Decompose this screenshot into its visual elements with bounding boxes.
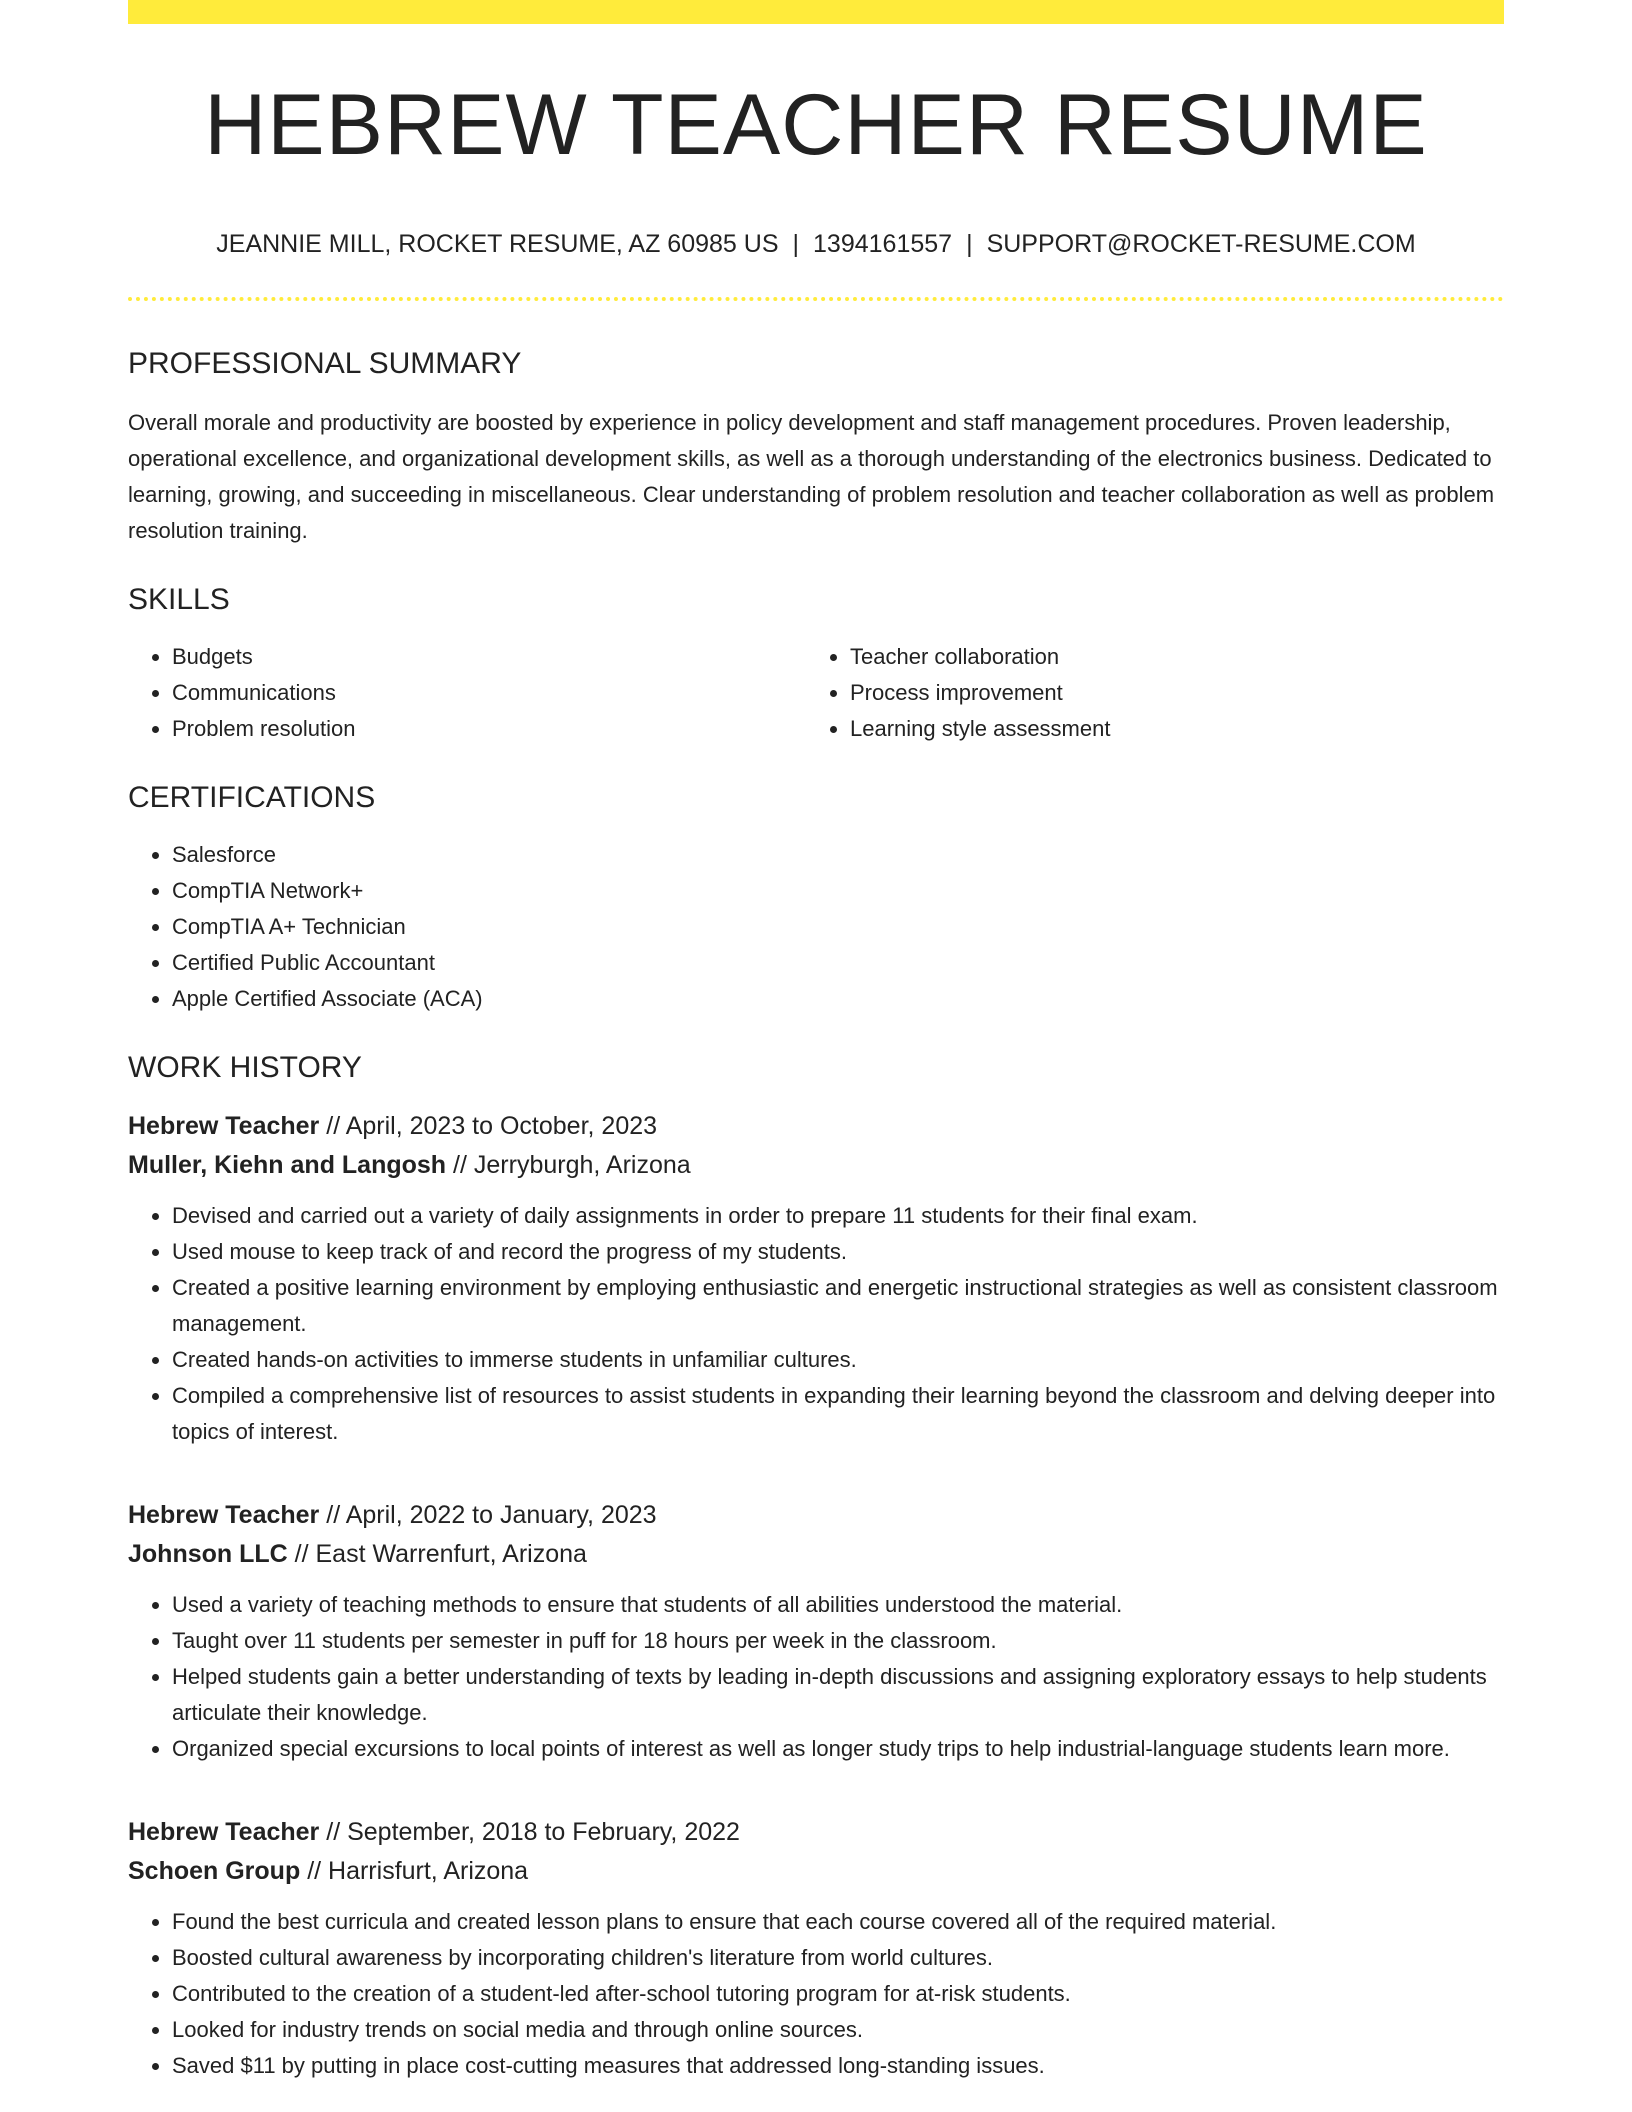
job-company: Johnson LLC (128, 1540, 288, 1568)
skills-heading: SKILLS (128, 583, 230, 616)
contact-separator: | (792, 230, 800, 258)
job-dates: // April, 2022 to January, 2023 (326, 1501, 657, 1529)
job-dates: // September, 2018 to February, 2022 (326, 1818, 740, 1846)
contact-line (128, 232, 1504, 257)
accent-top-bar (128, 0, 1504, 24)
job-title: Hebrew Teacher (128, 1818, 320, 1846)
job-bullets (128, 1198, 1504, 1450)
skills-column-right (806, 639, 1484, 747)
list-item: • Contributed to the creation of a student-led after-school tutoring program for at-risk students. (172, 1976, 1504, 2012)
job-entry (128, 1107, 1504, 1450)
dotted-divider (128, 297, 1504, 301)
work-history-list (128, 1107, 1504, 2084)
certifications-list (128, 837, 1504, 1017)
resume-title: HEBREW TEACHER RESUME (204, 77, 1428, 173)
list-item: • Certified Public Accountant (172, 945, 1504, 981)
job-company-line (128, 1535, 1504, 1574)
list-item: • Created a positive learning environment by employing enthusiastic and energetic instructional strategies as well as consistent classroom management. (172, 1270, 1504, 1342)
list-item: • Found the best curricula and created lesson plans to ensure that each course covered all of the required material. (172, 1904, 1504, 1940)
list-item: • Looked for industry trends on social media and through online sources. (172, 2012, 1504, 2048)
job-bullets (128, 1904, 1504, 2084)
job-company-line (128, 1852, 1504, 1891)
list-item: • Compiled a comprehensive list of resources to assist students in expanding their learning beyond the classroom and delving deeper into topics of interest. (172, 1378, 1504, 1450)
summary-text: Overall morale and productivity are boosted by experience in policy development and staff management procedures. Proven leadership, operational excellence, and organizational development skills, as well as a thorough understanding of the electronics business. Dedicated to learning, growing, and succeeding in miscellaneous. Clear understanding of problem resolution and teacher collaboration as well as problem resolution training. (128, 410, 1495, 543)
list-item: • Boosted cultural awareness by incorporating children's literature from world cultures. (172, 1940, 1504, 1976)
list-item: • Used mouse to keep track of and record the progress of my students. (172, 1234, 1504, 1270)
list-item: • Process improvement (850, 675, 1484, 711)
contact-separator: | (966, 230, 973, 258)
job-company: Schoen Group (128, 1857, 301, 1885)
job-bullets (128, 1587, 1504, 1767)
list-item: • Teacher collaboration (850, 639, 1484, 675)
list-item: • Helped students gain a better understanding of texts by leading in-depth discussions and assigning exploratory essays to help students articulate their knowledge. (172, 1659, 1504, 1731)
list-item: • Created hands-on activities to immerse students in unfamiliar cultures. (172, 1342, 1504, 1378)
job-company: Muller, Kiehn and Langosh (128, 1151, 447, 1179)
list-item: • Saved $11 by putting in place cost-cutting measures that addressed long-standing issues. (172, 2048, 1504, 2084)
skills-column-left (128, 639, 806, 747)
list-item: • Problem resolution (172, 711, 806, 747)
list-item: • Used a variety of teaching methods to ensure that students of all abilities understood the material. (172, 1587, 1504, 1623)
list-item: • Communications (172, 675, 806, 711)
work-history-heading: WORK HISTORY (128, 1051, 362, 1084)
list-item: • Learning style assessment (850, 711, 1484, 747)
contact-phone: 1394161557 (813, 230, 953, 258)
job-title-line (128, 1813, 1504, 1852)
list-item: • Taught over 11 students per semester in puff for 18 hours per week in the classroom. (172, 1623, 1504, 1659)
contact-address: JEANNIE MILL, ROCKET RESUME, AZ 60985 US (216, 230, 779, 258)
job-location: // Jerryburgh, Arizona (453, 1151, 691, 1179)
list-item: • Salesforce (172, 837, 1504, 873)
certifications-heading: CERTIFICATIONS (128, 781, 376, 814)
list-item: • Apple Certified Associate (ACA) (172, 981, 1504, 1017)
job-title-line (128, 1496, 1504, 1535)
job-entry (128, 1496, 1504, 1767)
list-item: • Budgets (172, 639, 806, 675)
job-title: Hebrew Teacher (128, 1112, 320, 1140)
job-title: Hebrew Teacher (128, 1501, 320, 1529)
list-item: • Devised and carried out a variety of daily assignments in order to prepare 11 students for their final exam. (172, 1198, 1504, 1234)
job-location: // Harrisfurt, Arizona (307, 1857, 529, 1885)
skills-list (128, 639, 1504, 747)
contact-email: SUPPORT@ROCKET-RESUME.COM (986, 230, 1416, 258)
list-item: • CompTIA A+ Technician (172, 909, 1504, 945)
job-company-line (128, 1146, 1504, 1185)
job-dates: // April, 2023 to October, 2023 (326, 1112, 658, 1140)
resume-page (128, 0, 1504, 2084)
summary-heading: PROFESSIONAL SUMMARY (128, 347, 522, 380)
job-title-line (128, 1107, 1504, 1146)
job-entry (128, 1813, 1504, 2084)
list-item: • Organized special excursions to local points of interest as well as longer study trips to help industrial-language students learn more. (172, 1731, 1504, 1767)
list-item: • CompTIA Network+ (172, 873, 1504, 909)
job-location: // East Warrenfurt, Arizona (294, 1540, 587, 1568)
